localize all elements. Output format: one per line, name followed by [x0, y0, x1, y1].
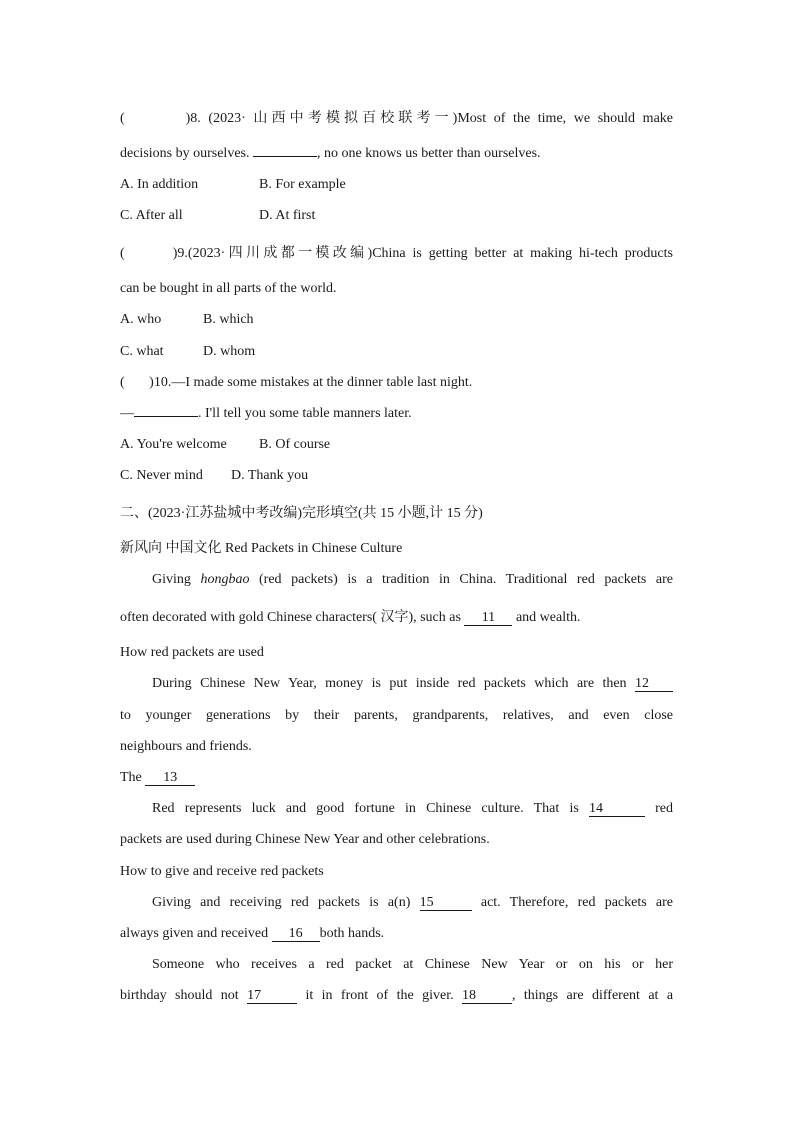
q10-options-cd — [120, 467, 673, 485]
q9-options-cd — [120, 343, 673, 361]
cloze-blank-11[interactable]: 11 — [464, 610, 512, 626]
question-number: 9.(2023·四川成都一模改编) — [177, 246, 373, 261]
italic-term: hongbao — [200, 572, 250, 587]
option-d[interactable]: D. Thank you — [231, 468, 309, 483]
question-stem: China is getting better at making hi-tech products — [372, 246, 673, 261]
q8-line1 — [120, 110, 673, 128]
passage-subheading: The 13 — [120, 769, 673, 787]
passage-p4-line1: Giving and receiving red packets is a(n) 15 act. Therefore, red packets are — [152, 895, 674, 910]
cloze-blank-16[interactable]: 16 — [272, 926, 320, 942]
answer-bracket[interactable]: ( ) — [120, 111, 191, 126]
section-heading: 二、(2023·江苏盐城中考改编)完形填空(共 15 小题,计 15 分) — [120, 506, 483, 521]
option-c[interactable]: C. After all — [120, 208, 183, 223]
answer-bracket[interactable]: ( ) — [120, 375, 154, 390]
q8-options-ab — [120, 176, 673, 194]
passage-p4-line2: always given and received 16 both hands. — [120, 926, 385, 941]
option-a[interactable]: A. In addition — [120, 177, 199, 192]
q9-options-ab — [120, 311, 673, 329]
passage-subheading: How to give and receive red packets — [120, 864, 324, 879]
option-d[interactable]: D. At first — [259, 208, 316, 223]
answer-blank[interactable] — [134, 416, 198, 417]
answer-bracket[interactable]: ( ) — [120, 246, 178, 261]
q9-line2: can be bought in all parts of the world. — [120, 281, 337, 296]
passage-subheading: How red packets are used — [120, 645, 264, 660]
q8-options-cd — [120, 207, 673, 225]
cloze-blank-17[interactable]: 17 — [247, 988, 297, 1004]
option-a[interactable]: A. You're welcome — [120, 437, 227, 452]
passage-p2-line3: neighbours and friends. — [120, 739, 252, 754]
passage-p3-line2: packets are used during Chinese New Year and other celebrations. — [120, 832, 490, 847]
cloze-blank-12[interactable]: 12 — [635, 676, 673, 692]
question-stem: Most of the time, we should make — [457, 111, 673, 126]
cloze-blank-15[interactable]: 15 — [420, 895, 472, 911]
option-c[interactable]: C. Never mind — [120, 468, 203, 483]
passage-p1-line1: Giving hongbao (red packets) is a tradition in China. Traditional red packets are — [152, 572, 673, 587]
passage-p5-line2: birthday should not 17 it in front of the giver. 18 , things are different at a — [120, 988, 674, 1003]
option-d[interactable]: D. whom — [203, 344, 256, 359]
passage-p5-line1: Someone who receives a red packet at Chinese New Year or on his or her — [152, 957, 673, 972]
passage-title: 新风向 中国文化 Red Packets in Chinese Culture — [120, 541, 403, 556]
question-stem: 10.—I made some mistakes at the dinner table last night. — [153, 375, 473, 390]
passage-p2-line2: to younger generations by their parents, grandparents, relatives, and even close — [120, 708, 673, 723]
passage-p3-line1: Red represents luck and good fortune in Chinese culture. That is 14 red — [152, 801, 674, 816]
passage-p1-line2: often decorated with gold Chinese characters( 汉字), such as 11 and wealth. — [120, 610, 581, 625]
option-c[interactable]: C. what — [120, 344, 164, 359]
option-a[interactable]: A. who — [120, 312, 162, 327]
q8-line2: decisions by ourselves. , no one knows us better than ourselves. — [120, 146, 541, 161]
q10-options-ab — [120, 436, 673, 454]
q10-line2: — . I'll tell you some table manners later. — [120, 406, 412, 421]
cloze-blank-18[interactable]: 18 — [462, 988, 512, 1004]
passage-p2-line1: During Chinese New Year, money is put inside red packets which are then 12 — [152, 675, 673, 693]
option-b[interactable]: B. Of course — [259, 437, 331, 452]
q9-line1 — [120, 245, 673, 263]
option-b[interactable]: B. which — [203, 312, 254, 327]
cloze-blank-13[interactable]: 13 — [145, 770, 195, 786]
question-number: 8. (2023· 山西中考模拟百校联考一) — [190, 111, 458, 126]
option-b[interactable]: B. For example — [259, 177, 346, 192]
answer-blank[interactable] — [253, 156, 317, 157]
cloze-blank-14[interactable]: 14 — [589, 801, 645, 817]
q10-line1 — [120, 374, 673, 392]
